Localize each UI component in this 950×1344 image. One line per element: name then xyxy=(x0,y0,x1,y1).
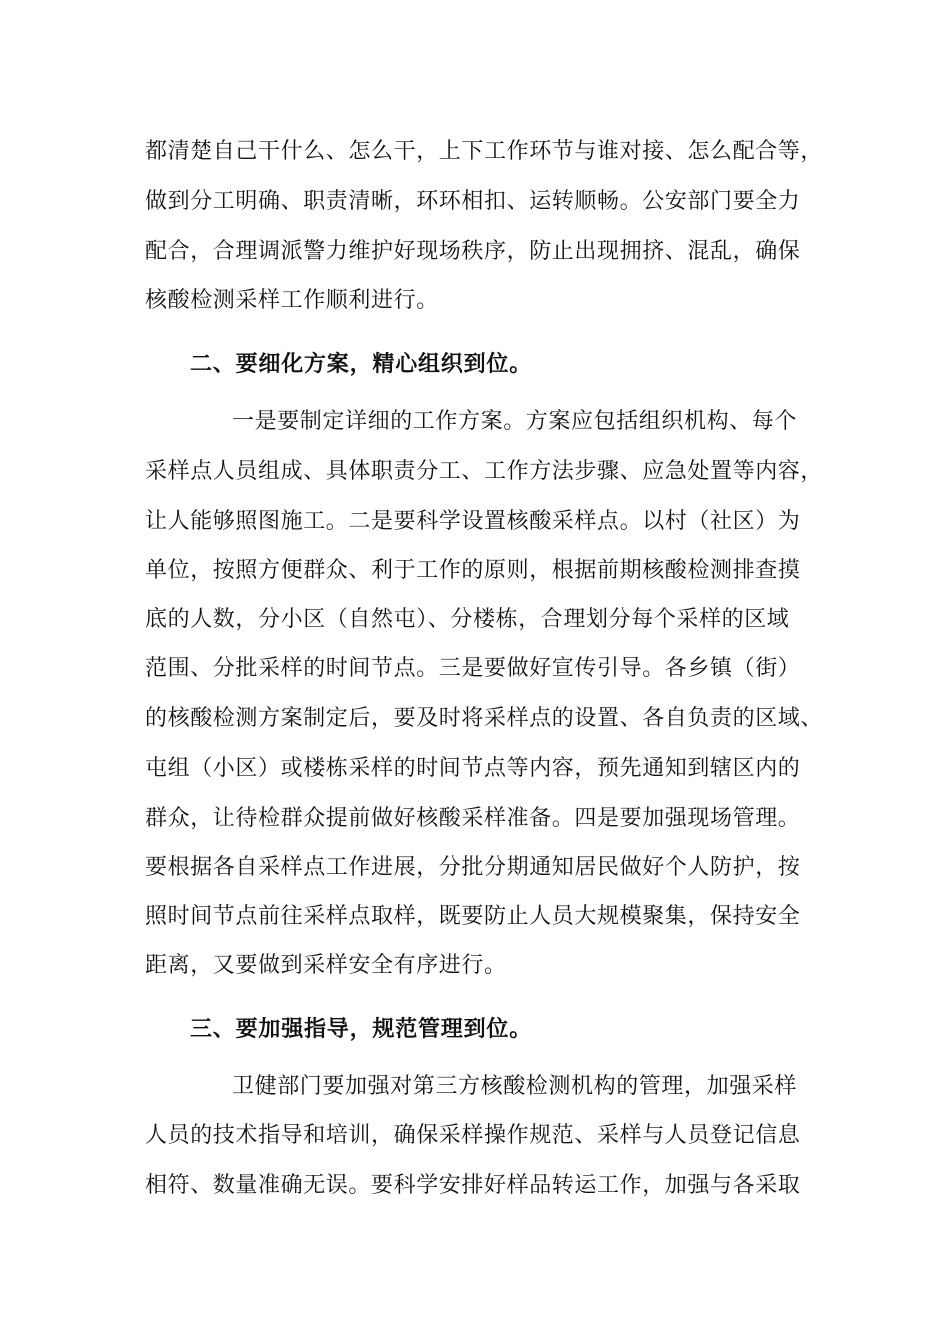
paragraph-line: 要根据各自采样点工作进展，分批分期通知居民做好个人防护，按 xyxy=(145,855,801,880)
paragraph-line: 核酸检测采样工作顺利进行。 xyxy=(145,288,439,313)
paragraph-line: 人员的技术指导和培训，确保采样操作规范、采样与人员登记信息 xyxy=(145,1123,801,1148)
paragraph-line: 的核酸检测方案制定后，要及时将采样点的设置、各自负责的区域、 xyxy=(145,706,824,731)
paragraph-line: 单位，按照方便群众、利于工作的原则，根据前期核酸检测排查摸 xyxy=(145,558,801,583)
paragraph-line: 做到分工明确、职责清晰，环环相扣、运转顺畅。公安部门要全力 xyxy=(145,189,801,214)
paragraph-line: 底的人数，分小区（自然屯）、分楼栋，合理划分每个采样的区域 xyxy=(145,607,790,632)
paragraph-line: 相符、数量准确无误。要科学安排好样品转运工作，加强与各采取 xyxy=(145,1173,801,1198)
paragraph-line: 一是要制定详细的工作方案。方案应包括组织机构、每个 xyxy=(232,409,798,434)
paragraph-line: 照时间节点前往采样点取样，既要防止人员大规模聚集，保持安全 xyxy=(145,904,801,929)
paragraph-line: 屯组（小区）或楼栋采样的时间节点等内容，预先通知到辖区内的 xyxy=(145,756,801,781)
paragraph-line: 采样点人员组成、具体职责分工、工作方法步骤、应急处置等内容， xyxy=(145,459,824,484)
paragraph-line: 卫健部门要加强对第三方核酸检测机构的管理，加强采样 xyxy=(232,1074,798,1099)
paragraph-line: 让人能够照图施工。二是要科学设置核酸采样点。以村（社区）为 xyxy=(145,509,801,534)
section-heading: 三、要加强指导，规范管理到位。 xyxy=(190,1017,533,1042)
paragraph-line: 配合，合理调派警力维护好现场秩序，防止出现拥挤、混乱，确保 xyxy=(145,239,801,264)
section-heading: 二、要细化方案，精心组织到位。 xyxy=(190,352,533,377)
paragraph-line: 距离，又要做到采样安全有序进行。 xyxy=(145,953,507,978)
paragraph-line: 范围、分批采样的时间节点。三是要做好宣传引导。各乡镇（街） xyxy=(145,656,801,681)
paragraph-line: 都清楚自己干什么、怎么干，上下工作环节与谁对接、怎么配合等， xyxy=(145,139,824,164)
paragraph-line: 群众，让待检群众提前做好核酸采样准备。四是要加强现场管理。 xyxy=(145,806,801,831)
